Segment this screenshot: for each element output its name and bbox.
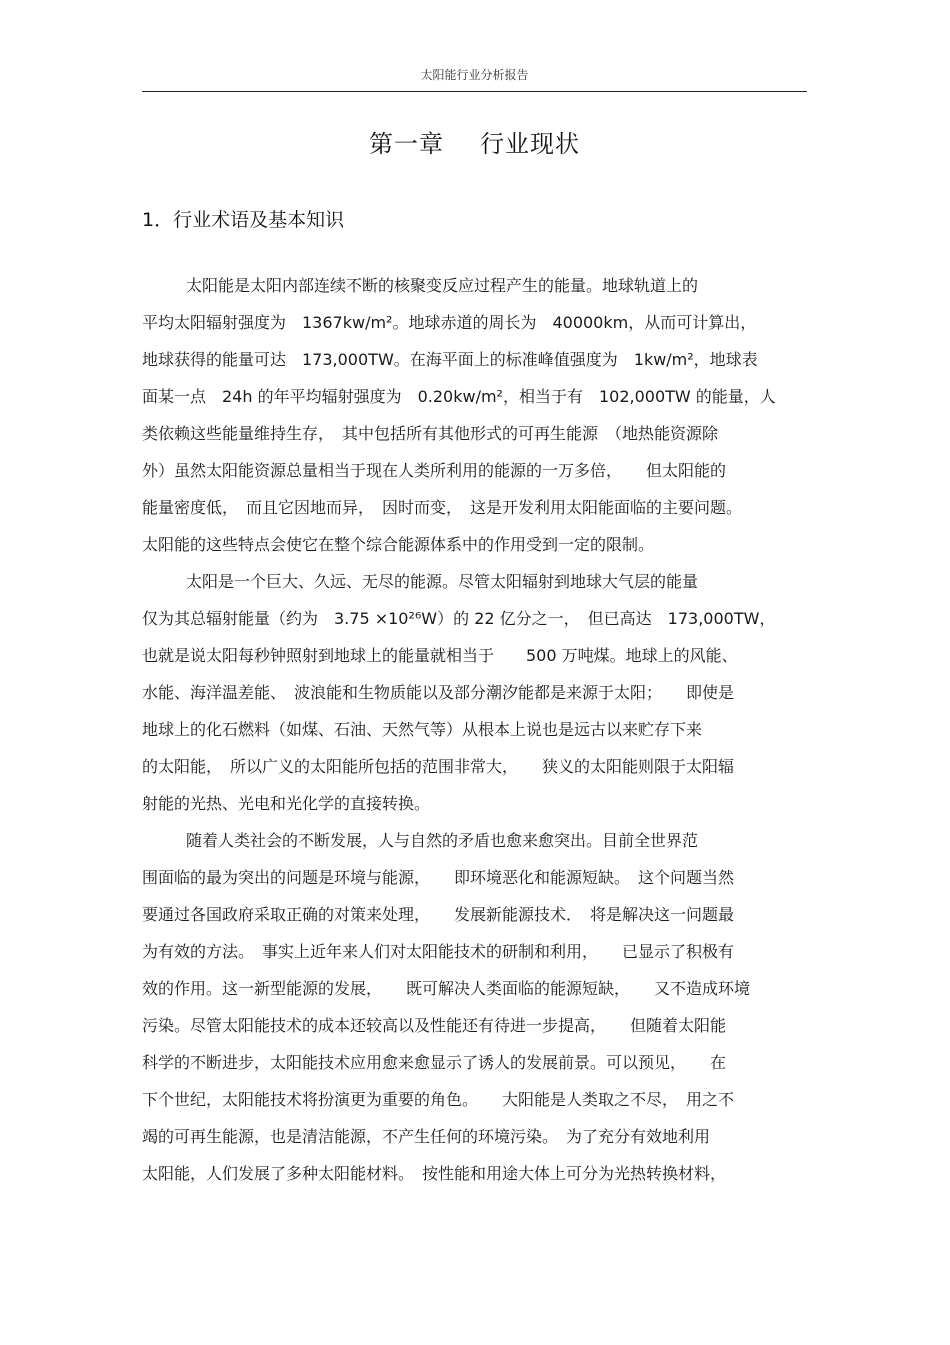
text-line: 类依赖这些能量维持生存， 其中包括所有其他形式的可再生能源 （地热能资源除 bbox=[142, 424, 719, 443]
text-line: 效的作用。这一新型能源的发展， 既可解决人类面临的能源短缺， 又不造成环境 bbox=[142, 979, 751, 998]
text-line: 平均太阳辐射强度为 1367kw/m²。地球赤道的周长为 40000km，从而可计算出， bbox=[142, 313, 757, 332]
chapter-number: 第一章 bbox=[369, 130, 444, 158]
chapter-name: 行业现状 bbox=[480, 130, 580, 158]
header-rule bbox=[142, 91, 807, 92]
text-line: 外）虽然太阳能资源总量相当于现在人类所利用的能源的一万多倍， 但太阳能的 bbox=[142, 461, 727, 480]
text-line: 射能的光热、光电和光化学的直接转换。 bbox=[142, 794, 431, 813]
text-line: 地球上的化石燃料（如煤、石油、天然气等）从根本上说也是远古以来贮存下来 bbox=[142, 720, 703, 739]
paragraph-3 bbox=[142, 822, 807, 1192]
body-text bbox=[142, 267, 807, 1192]
text-line: 科学的不断进步，太阳能技术应用愈来愈显示了诱人的发展前景。可以预见， 在 bbox=[142, 1053, 727, 1072]
section-heading: 1．行业术语及基本知识 bbox=[142, 209, 345, 231]
text-line: 也就是说太阳每秒钟照射到地球上的能量就相当于 500 万吨煤。地球上的风能、 bbox=[142, 646, 738, 665]
text-line: 太阳能，人们发展了多种太阳能材料。 按性能和用途大体上可分为光热转换材料， bbox=[142, 1164, 727, 1183]
text-line: 面某一点 24h 的年平均辐射强度为 0.20kw/m²，相当于有 102,000TW 的能量，人 bbox=[142, 387, 776, 406]
text-line: 下个世纪，太阳能技术将扮演更为重要的角色。 大阳能是人类取之不尽， 用之不 bbox=[142, 1090, 735, 1109]
text-line: 仅为其总辐射能量（约为 3.75 ×10²⁶W）的 22 亿分之一， 但已高达 173,000TW， bbox=[142, 609, 776, 628]
text-line: 太阳能的这些特点会使它在整个综合能源体系中的作用受到一定的限制。 bbox=[142, 535, 655, 554]
text-line: 水能、海洋温差能、 波浪能和生物质能以及部分潮汐能都是来源于太阳； 即使是 bbox=[142, 683, 735, 702]
text-line: 围面临的最为突出的问题是环境与能源， 即环境恶化和能源短缺。 这个问题当然 bbox=[142, 868, 735, 887]
text-line: 为有效的方法。 事实上近年来人们对太阳能技术的研制和利用， 已显示了积极有 bbox=[142, 942, 735, 961]
text-line: 要通过各国政府采取正确的对策来处理， 发展新能源技术． 将是解决这一问题最 bbox=[142, 905, 735, 924]
paragraph-1 bbox=[142, 267, 807, 563]
text-line: 太阳能是太阳内部连续不断的核聚变反应过程产生的能量。地球轨道上的 bbox=[186, 276, 699, 295]
chapter-title bbox=[142, 124, 807, 159]
text-line: 污染。尽管太阳能技术的成本还较高以及性能还有待进一步提高， 但随着太阳能 bbox=[142, 1016, 727, 1035]
text-line: 太阳是一个巨大、久远、无尽的能源。尽管太阳辐射到地球大气层的能量 bbox=[186, 572, 699, 591]
running-header: 太阳能行业分析报告 bbox=[420, 68, 529, 82]
text-line: 的太阳能， 所以广义的太阳能所包括的范围非常大， 狭义的太阳能则限于太阳辐 bbox=[142, 757, 735, 776]
text-line: 地球获得的能量可达 173,000TW。在海平面上的标准峰值强度为 1kw/m²，地球表 bbox=[142, 350, 758, 369]
text-line: 竭的可再生能源，也是清洁能源，不产生任何的环境污染。 为了充分有效地利用 bbox=[142, 1127, 711, 1146]
paragraph-2 bbox=[142, 563, 807, 822]
text-line: 随着人类社会的不断发展，人与自然的矛盾也愈来愈突出。目前全世界范 bbox=[186, 831, 699, 850]
text-line: 能量密度低， 而且它因地而异， 因时而变， 这是开发利用太阳能面临的主要问题。 bbox=[142, 498, 743, 517]
